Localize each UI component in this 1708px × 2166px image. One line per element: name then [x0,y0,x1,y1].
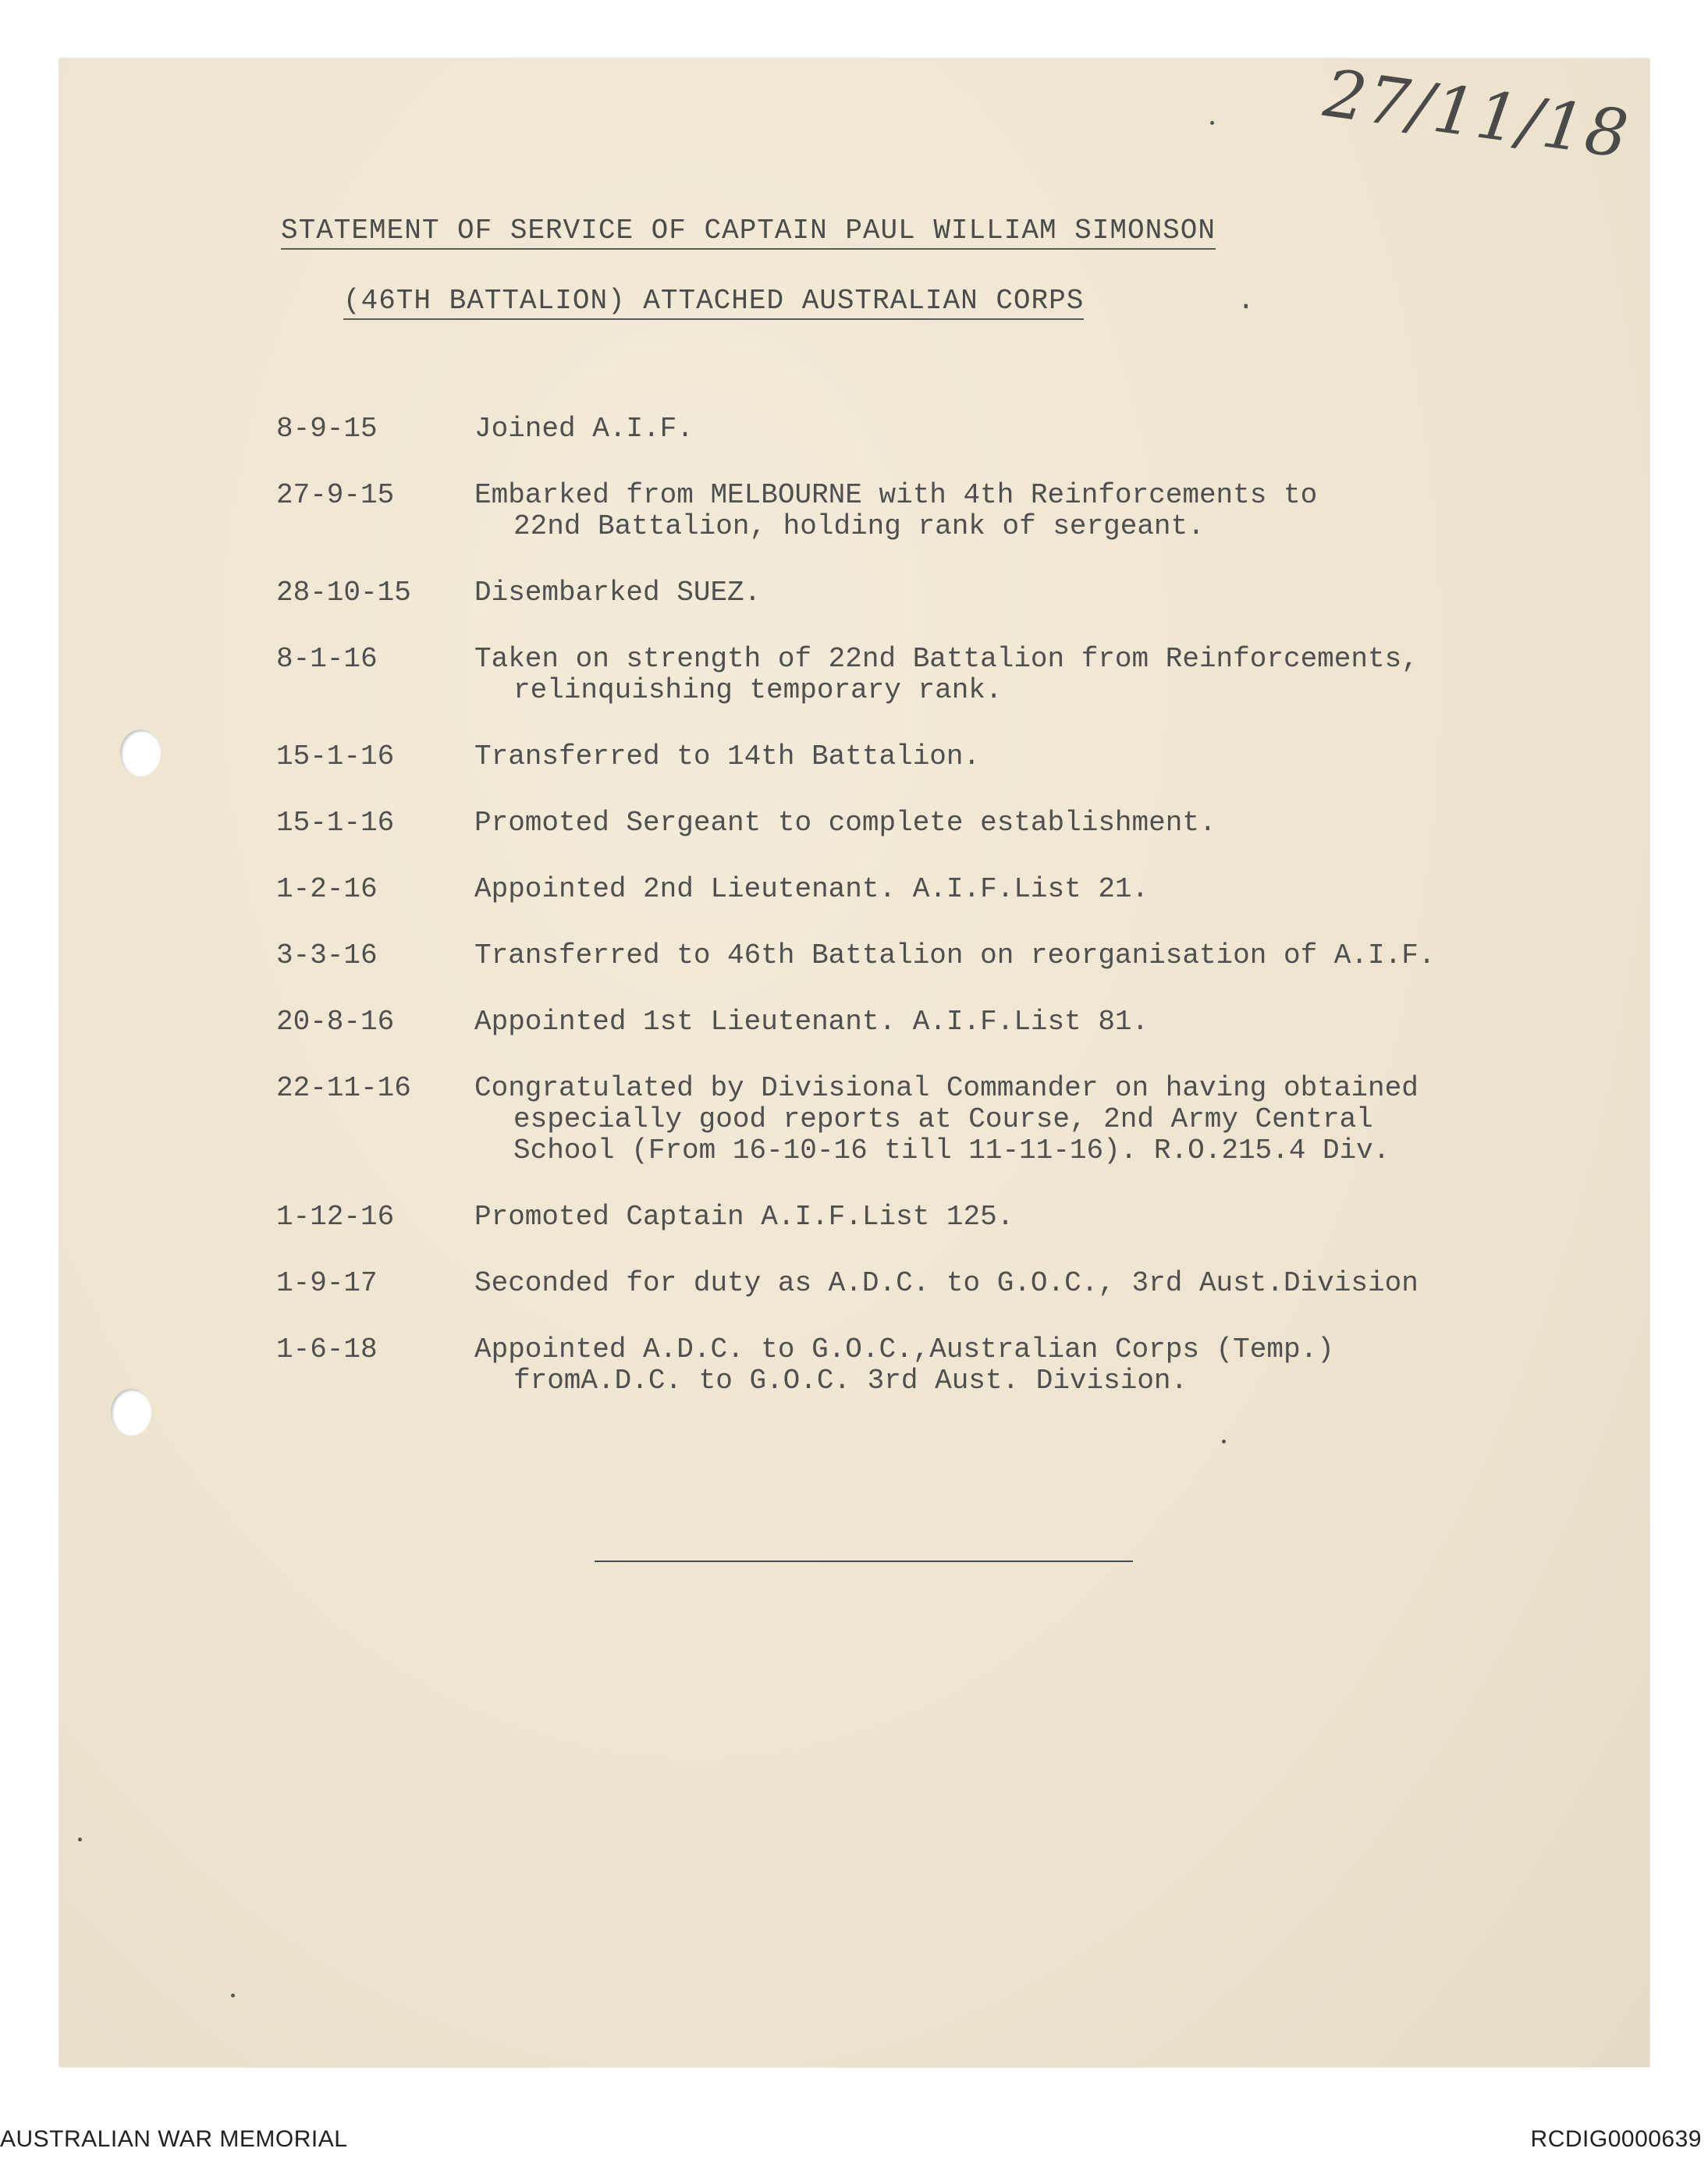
paper-speck [231,1994,235,1997]
paper-speck [78,1838,82,1841]
entry-line: especially good reports at Course, 2nd Army Central [513,1103,1373,1135]
entry-line: Appointed A.D.C. to G.O.C.,Australian Corps (Temp.) [474,1333,1334,1365]
entry-line: Congratulated by Divisional Commander on having obtained [474,1072,1419,1104]
entry-description [474,414,694,445]
entry-line: Seconded for duty as A.D.C. to G.O.C., 3rd Aust.Division [474,1267,1419,1299]
entry-date: 1-6-18 [276,1333,378,1365]
entry-date: 1-9-17 [276,1267,378,1299]
entry-description [474,1202,1014,1233]
service-entry [276,1007,1642,1038]
entry-description [474,808,1216,839]
entry-date: 22-11-16 [276,1072,411,1104]
service-entries-list [276,414,1642,1432]
entry-date: 1-12-16 [276,1201,395,1233]
entry-description [474,1268,1419,1299]
entry-line: Embarked from MELBOURNE with 4th Reinforcements to [474,479,1318,511]
entry-line: School (From 16-10-16 till 11-11-16). R.O.215.4 Div. [513,1134,1390,1166]
entry-line: Joined A.I.F. [474,413,694,445]
entry-description [474,741,980,772]
punch-hole [111,1389,151,1436]
service-entry [276,808,1642,839]
entry-line: Promoted Captain A.I.F.List 125. [474,1201,1014,1233]
closing-rule [595,1561,1133,1562]
service-entry [276,874,1642,905]
entry-line: Appointed 1st Lieutenant. A.I.F.List 81. [474,1006,1149,1038]
entry-description [474,1334,1334,1397]
punch-hole [120,730,161,776]
service-entry [276,577,1642,609]
document-page [59,55,1649,2067]
document-title: STATEMENT OF SERVICE OF CAPTAIN PAUL WILLIAM SIMONSON [281,215,1216,250]
entry-line: fromA.D.C. to G.O.C. 3rd Aust. Division. [513,1365,1188,1397]
entry-date: 20-8-16 [276,1006,395,1038]
entry-description [474,940,1435,971]
entry-date: 8-1-16 [276,643,378,675]
document-subtitle: (46TH BATTALION) ATTACHED AUSTRALIAN CORPS [343,285,1084,320]
service-entry [276,1202,1642,1233]
service-entry [276,644,1642,706]
service-entry [276,414,1642,445]
entry-date: 15-1-16 [276,807,395,839]
entry-line: Disembarked SUEZ. [474,577,762,609]
entry-description [474,874,1149,905]
entry-description [474,1007,1149,1038]
paper-speck [1222,1440,1226,1443]
entry-line: Transferred to 46th Battalion on reorganisation of A.I.F. [474,939,1436,971]
entry-date: 8-9-15 [276,413,378,445]
service-entry [276,940,1642,971]
entry-date: 27-9-15 [276,479,395,511]
handwritten-date: 27/11/18 [1319,55,1635,173]
subtitle-period: . [1238,285,1255,317]
service-entry [276,741,1642,772]
entry-description [474,480,1317,542]
footer-institution: AUSTRALIAN WAR MEMORIAL [0,2126,348,2152]
entry-line: Appointed 2nd Lieutenant. A.I.F.List 21. [474,873,1149,905]
entry-line: Promoted Sergeant to complete establishment. [474,807,1216,839]
entry-line: Transferred to 14th Battalion. [474,740,981,772]
entry-description [474,1073,1419,1166]
entry-line: 22nd Battalion, holding rank of sergeant. [513,510,1205,542]
entry-description [474,644,1419,706]
entry-line: Taken on strength of 22nd Battalion from Reinforcements, [474,643,1419,675]
paper-speck [1210,121,1214,125]
service-entry [276,1073,1642,1166]
service-entry [276,1268,1642,1299]
service-entry [276,1334,1642,1397]
entry-date: 3-3-16 [276,939,378,971]
service-entry [276,480,1642,542]
entry-date: 1-2-16 [276,873,378,905]
entry-date: 28-10-15 [276,577,411,609]
entry-date: 15-1-16 [276,740,395,772]
footer-record-id: RCDIG0000639 [1530,2126,1702,2152]
entry-description [474,577,761,609]
entry-line: relinquishing temporary rank. [513,674,1003,706]
